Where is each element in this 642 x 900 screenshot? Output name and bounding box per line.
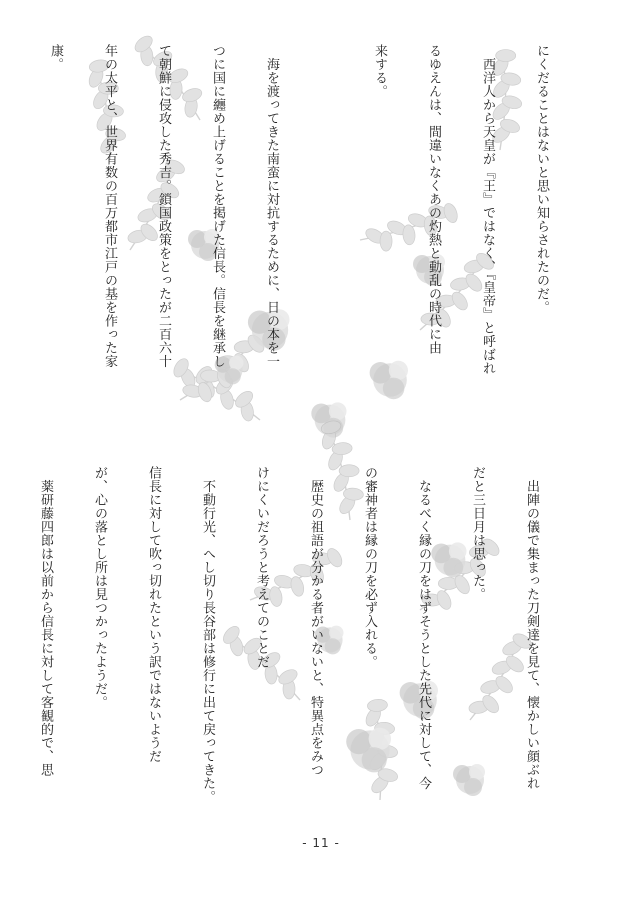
text-line: 信長に対して吹っ切れたという訳ではないようだ: [146, 466, 161, 763]
text-line: 不動行光、へし切り長谷部は修行に出て戻ってきた。: [200, 466, 215, 804]
text-line: 出陣の儀で集まった刀剣達を見て、懐かしい顔ぶれ: [524, 466, 539, 790]
text-line: なるべく縁の刀をはずそうとした先代に対して、今: [416, 466, 431, 790]
text-line: が、心の落とし所は見つかったようだ。: [92, 466, 107, 709]
page-number: - 11 -: [302, 836, 340, 850]
text-line: にくだることはないと思い知らされたのだ。: [534, 44, 549, 314]
lower-text-block: [0, 466, 572, 828]
text-line: 西洋人から天皇が『王』ではなく、『皇帝』と呼ばれ: [480, 44, 495, 375]
text-line: だと三日月は思った。: [470, 466, 485, 601]
text-line: 年の太平と、世界有数の百万都市江戸の基を作った家: [102, 44, 117, 368]
text-line: 歴史の祖語が分かる者がいないと、特異点をみつ: [308, 466, 323, 777]
text-line: つに国に纏め上げることを掲げた信長。信長を継承し: [210, 44, 225, 368]
upper-text-block: [0, 44, 582, 432]
text-line: 海を渡ってきた南蛮に対抗するために、日の本を一: [264, 44, 279, 368]
text-line: の審神者は縁の刀を必ず入れる。: [362, 466, 377, 669]
text-line: 薬研藤四郎は以前から信長に対して客観的で、思: [38, 466, 53, 777]
text-line: るゆえんは、間違いなくあの灼熱と動乱の時代に由: [426, 44, 441, 355]
text-line: [0, 466, 5, 828]
text-line: 康。: [48, 44, 63, 71]
text-line: [312, 44, 339, 432]
text-line: て朝鮮に侵攻した秀吉。鎖国政策をとったが二百六十: [156, 44, 171, 368]
text-line: 来する。: [372, 44, 387, 98]
text-line: けにくいだろうと考えてのことだ: [254, 466, 269, 669]
text-line: [0, 44, 15, 432]
